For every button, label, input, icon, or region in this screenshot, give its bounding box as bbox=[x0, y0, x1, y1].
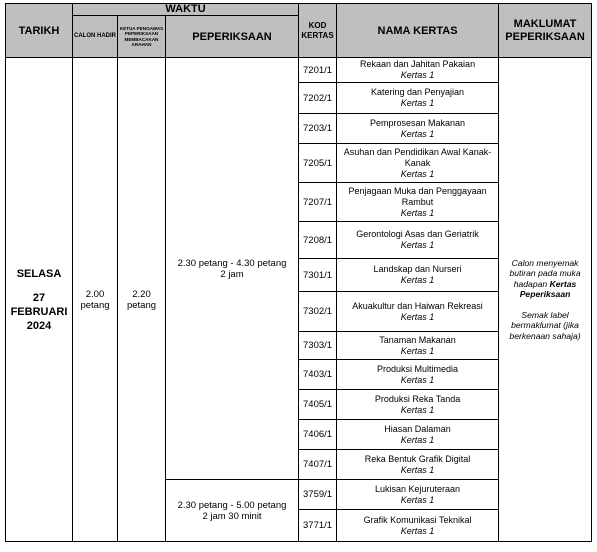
paper-name: Lukisan Kejuruteraan Kertas 1 bbox=[337, 480, 499, 510]
header-maklumat: MAKLUMAT PEPERIKSAAN bbox=[499, 4, 592, 58]
session-2-duration: 2 jam 30 minit bbox=[202, 510, 262, 522]
paper-code: 7202/1 bbox=[299, 83, 337, 114]
header-nama-kertas: NAMA KERTAS bbox=[337, 4, 499, 58]
header-ketua-pengawas: KETUA PENGAWAS PEPERIKSAAN MEMBACAKAN ARAHAN bbox=[118, 16, 166, 58]
paper-name: Rekaan dan Jahitan Pakaian Kertas 1 bbox=[337, 58, 499, 83]
paper-code: 7303/1 bbox=[299, 332, 337, 360]
header-tarikh: TARIKH bbox=[6, 4, 73, 58]
paper-code: 7406/1 bbox=[299, 420, 337, 450]
paper-code: 7405/1 bbox=[299, 390, 337, 420]
session-1 bbox=[166, 58, 299, 480]
exam-schedule-table bbox=[5, 3, 592, 542]
info-line-1: Calon menyemak butiran pada muka hadapan Kertas Peperiksaan bbox=[509, 257, 581, 300]
paper-code: 7301/1 bbox=[299, 259, 337, 292]
header-calon-hadir: CALON HADIR bbox=[73, 16, 118, 58]
paper-name: Hiasan Dalaman Kertas 1 bbox=[337, 420, 499, 450]
info-line-2: Semak label bermaklumat (jika berkenaan sahaja) bbox=[509, 309, 581, 341]
paper-name: Asuhan dan Pendidikan Awal Kanak-Kanak Kertas 1 bbox=[337, 144, 499, 183]
session-2 bbox=[166, 480, 299, 542]
paper-code: 7403/1 bbox=[299, 360, 337, 390]
calon-hadir-time: 2.00 petang bbox=[73, 58, 118, 542]
paper-name: Produksi Reka Tanda Kertas 1 bbox=[337, 390, 499, 420]
paper-name: Gerontologi Asas dan Geriatrik Kertas 1 bbox=[337, 222, 499, 259]
date-month: FEBRUARI bbox=[10, 305, 68, 318]
paper-code: 7207/1 bbox=[299, 183, 337, 222]
paper-code: 7203/1 bbox=[299, 114, 337, 144]
paper-name: Pemprosesan Makanan Kertas 1 bbox=[337, 114, 499, 144]
paper-name: Katering dan Penyajian Kertas 1 bbox=[337, 83, 499, 114]
date-cell bbox=[6, 58, 73, 542]
paper-code: 3759/1 bbox=[299, 480, 337, 510]
paper-name: Reka Bentuk Grafik Digital Kertas 1 bbox=[337, 450, 499, 480]
paper-code: 7407/1 bbox=[299, 450, 337, 480]
header-waktu: WAKTU bbox=[73, 4, 299, 16]
session-1-time: 2.30 petang - 4.30 petang bbox=[177, 257, 287, 269]
session-2-time: 2.30 petang - 5.00 petang bbox=[177, 499, 287, 511]
paper-name: Tanaman Makanan Kertas 1 bbox=[337, 332, 499, 360]
paper-name: Akuakultur dan Haiwan Rekreasi Kertas 1 bbox=[337, 292, 499, 332]
paper-code: 7205/1 bbox=[299, 144, 337, 183]
paper-name: Penjagaan Muka dan Penggayaan Rambut Kertas 1 bbox=[337, 183, 499, 222]
paper-name: Landskap dan Nurseri Kertas 1 bbox=[337, 259, 499, 292]
ketua-time: 2.20 petang bbox=[118, 58, 166, 542]
paper-name: Grafik Komunikasi Teknikal Kertas 1 bbox=[337, 510, 499, 542]
session-1-duration: 2 jam bbox=[220, 268, 244, 280]
maklumat-cell bbox=[499, 58, 592, 542]
header-kod-kertas: KOD KERTAS bbox=[299, 4, 337, 58]
date-year: 2024 bbox=[26, 319, 52, 332]
header-peperiksaan: PEPERIKSAAN bbox=[166, 16, 299, 58]
paper-code: 7302/1 bbox=[299, 292, 337, 332]
paper-name: Produksi Multimedia Kertas 1 bbox=[337, 360, 499, 390]
date-day: SELASA bbox=[16, 267, 62, 280]
paper-code: 3771/1 bbox=[299, 510, 337, 542]
paper-code: 7208/1 bbox=[299, 222, 337, 259]
date-number: 27 bbox=[32, 291, 46, 304]
paper-code: 7201/1 bbox=[299, 58, 337, 83]
